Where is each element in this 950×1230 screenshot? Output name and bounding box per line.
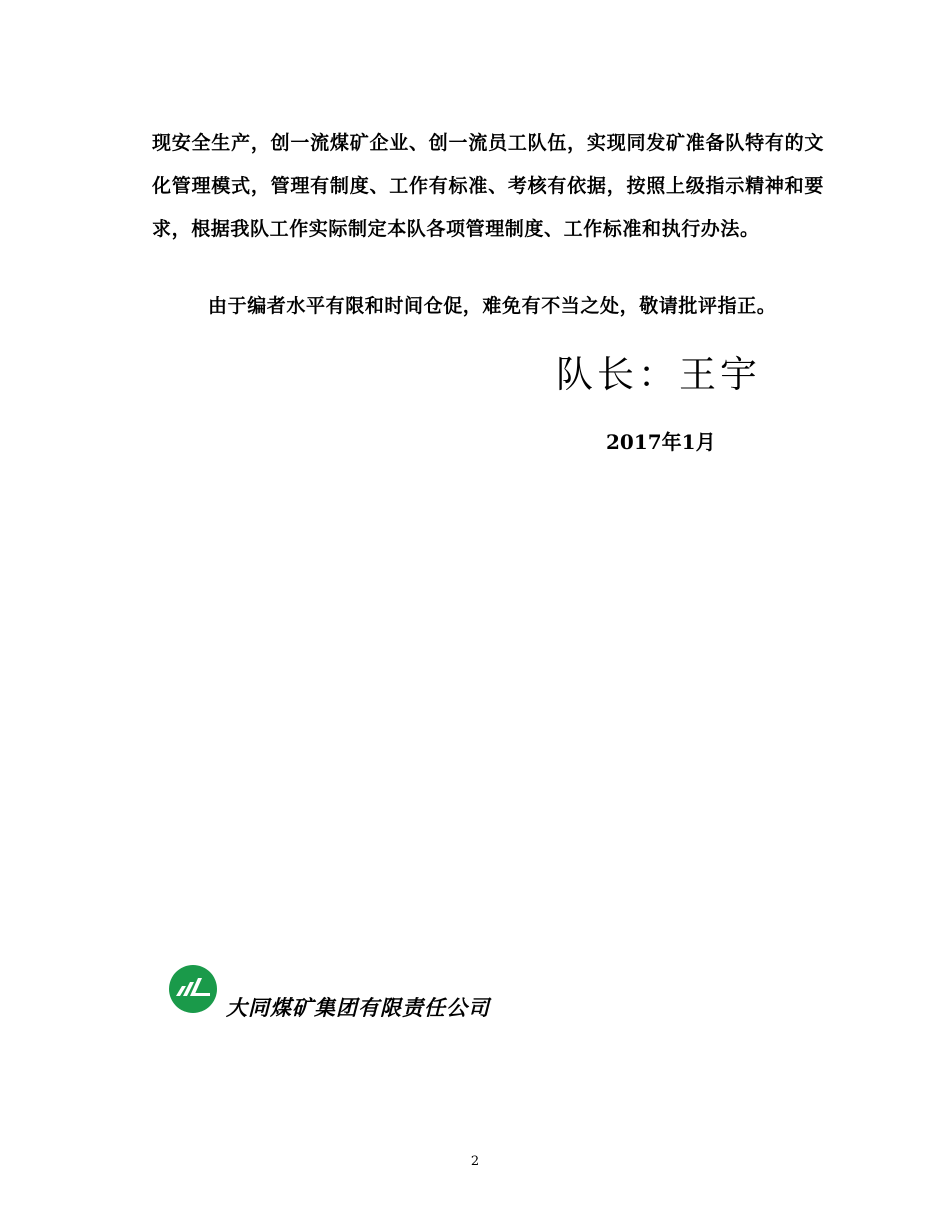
body-paragraph-2: 由于编者水平有限和时间仓促，难免有不当之处，敬请批评指正。 — [208, 295, 777, 317]
body-paragraph-1 — [152, 122, 824, 251]
signature-date: 2017年1月 — [606, 430, 716, 454]
paragraph-text: 现安全生产，创一流煤矿企业、创一流员工队伍，实现同发矿准备队特有的文化管理模式，管理有制度、工作有标准、考核有依据，按照上级指示精神和要求，根据我队工作实际制定本队各项管理制度、工作标准和执行办法。 — [152, 132, 824, 240]
page-number: 2 — [470, 1154, 480, 1169]
company-footer — [168, 964, 568, 1024]
company-logo-icon — [168, 964, 218, 1014]
signature: 队长：王宇 — [556, 353, 761, 396]
company-name: 大同煤矿集团有限责任公司 — [226, 996, 490, 1020]
